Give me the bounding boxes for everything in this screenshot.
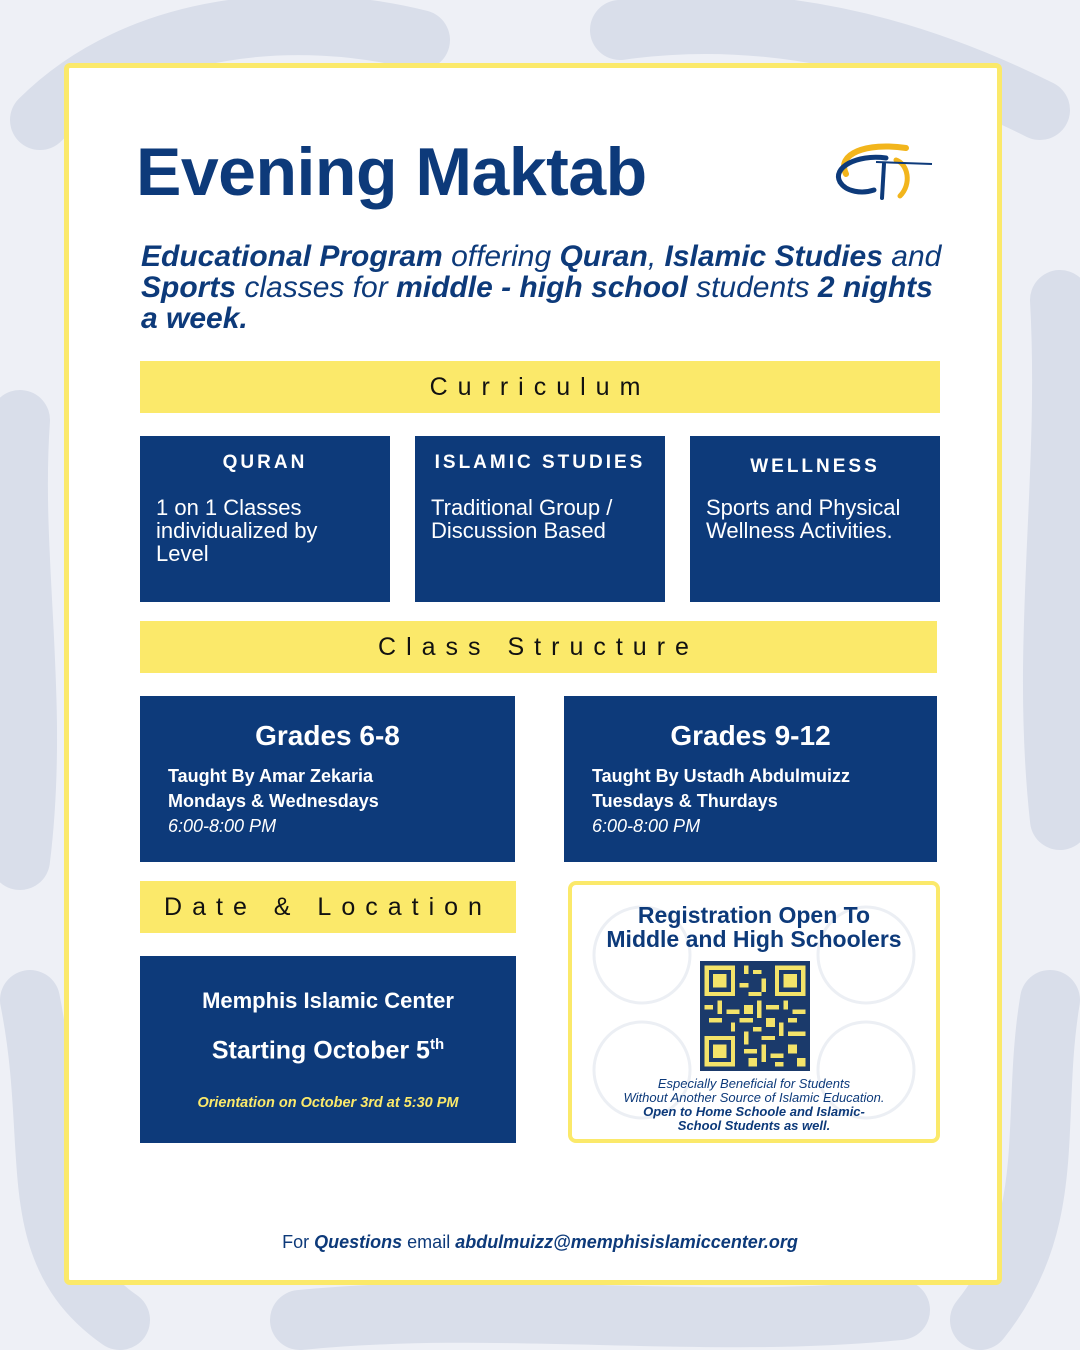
curriculum-card-title: ISLAMIC STUDIES	[434, 452, 646, 473]
location-card	[140, 956, 516, 1143]
program-description: Educational Program offering Quran, Islamic Studies and Sports classes for middle - high school students 2 nights a week.	[141, 240, 942, 335]
grade-days: Mondays & Wednesdays	[168, 791, 379, 811]
curriculum-card-title: WELLNESS	[750, 456, 880, 477]
curriculum-card-desc: 1 on 1 Classes individualized by Level	[156, 495, 318, 566]
grade-card-9-12	[564, 696, 937, 862]
footer-contact: For Questions email abdulmuizz@memphisislamiccenter.org	[282, 1232, 798, 1252]
curriculum-card-title: QURAN	[222, 452, 308, 473]
registration-card	[568, 881, 940, 1143]
class-structure-heading: Class Structure	[140, 621, 937, 673]
orientation-note: Orientation on October 3rd at 5:30 PM	[197, 1095, 459, 1112]
date-location-heading: Date & Location	[140, 881, 516, 933]
curriculum-card-desc: Sports and Physical Wellness Activities.	[706, 495, 901, 543]
start-date: Starting October 5th	[211, 1036, 445, 1065]
venue-name: Memphis Islamic Center	[202, 988, 454, 1013]
registration-notes: Especially Beneficial for Students Without Another Source of Islamic Education. Open to Home Schoole and Islamic- School Students as well.	[623, 1076, 885, 1133]
grade-time: 6:00-8:00 PM	[592, 816, 701, 836]
grade-teacher: Taught By Ustadh Abdulmuizz	[592, 766, 850, 786]
grade-title: Grades 6-8	[255, 720, 400, 751]
curriculum-card-wellness	[690, 436, 940, 602]
curriculum-card-quran	[140, 436, 390, 602]
curriculum-card-islamic-studies	[415, 436, 665, 602]
grade-title: Grades 9-12	[670, 720, 831, 751]
grade-days: Tuesdays & Thurdays	[592, 791, 778, 811]
curriculum-heading: Curriculum	[140, 361, 940, 413]
crescent-logo-icon	[826, 134, 936, 212]
qr-code-icon[interactable]	[700, 961, 810, 1071]
curriculum-card-desc: Traditional Group / Discussion Based	[431, 495, 613, 543]
grade-card-6-8	[140, 696, 515, 862]
registration-heading: Registration Open To Middle and High Schoolers	[606, 902, 902, 952]
contact-email-link[interactable]: abdulmuizz@memphisislamiccenter.org	[455, 1232, 798, 1252]
grade-time: 6:00-8:00 PM	[168, 816, 277, 836]
grade-teacher: Taught By Amar Zekaria	[168, 766, 374, 786]
page-title: Evening Maktab	[136, 134, 647, 210]
